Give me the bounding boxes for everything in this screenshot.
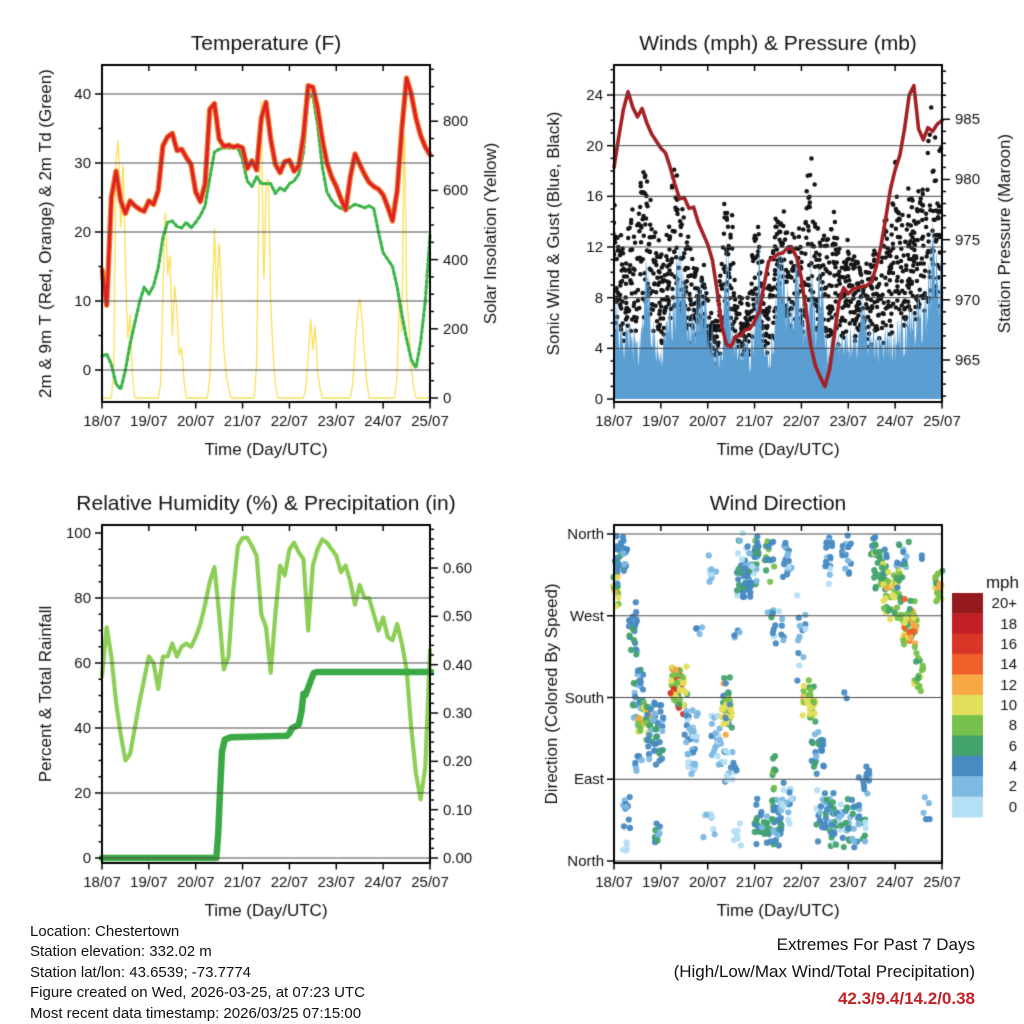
footer-created: Figure created on Wed, 2026-03-25, at 07:23 UTC <box>30 984 365 1002</box>
extremes-values: 42.3/9.4/14.2/0.38 <box>837 989 975 1008</box>
extremes-title: Extremes For Past 7 Days <box>776 935 975 954</box>
footer-elevation: Station elevation: 332.02 m <box>30 943 212 961</box>
footer-location: Location: Chestertown <box>30 923 180 940</box>
footer-latlon: Station lat/lon: 43.6539; -73.7774 <box>30 963 252 981</box>
station-footer <box>30 922 365 1024</box>
extremes-block <box>674 931 975 1012</box>
footer-timestamp: Most recent data timestamp: 2026/03/25 07:15:00 <box>30 1004 362 1022</box>
extremes-subtitle: (High/Low/Max Wind/Total Precipitation) <box>673 962 975 981</box>
